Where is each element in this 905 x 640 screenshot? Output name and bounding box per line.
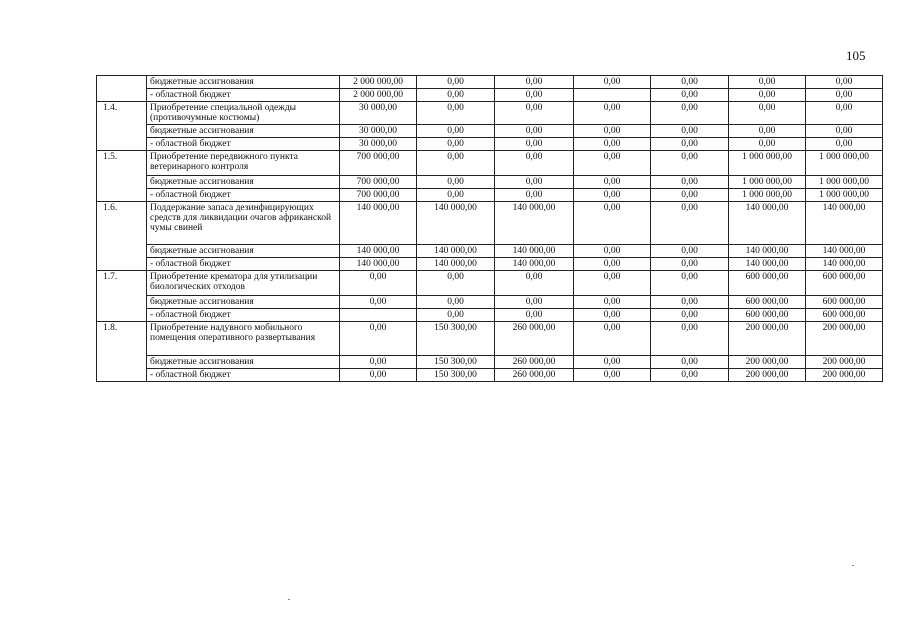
value-cell: 0,00 <box>574 369 651 382</box>
value-cell: 0,00 <box>574 296 651 309</box>
table-row <box>97 258 883 271</box>
value-cell: 0,00 <box>651 356 729 369</box>
value-cell: 0,00 <box>574 356 651 369</box>
item-name-cell: - областной бюджет <box>147 369 340 382</box>
item-name-cell: бюджетные ассигнования <box>147 125 340 138</box>
value-cell: 0,00 <box>495 76 574 89</box>
value-cell: 0,00 <box>417 125 495 138</box>
value-cell: 600 000,00 <box>729 296 806 309</box>
value-cell: 600 000,00 <box>806 296 883 309</box>
value-cell: 0,00 <box>340 356 417 369</box>
table-row <box>97 245 883 258</box>
value-cell: 1 000 000,00 <box>729 176 806 189</box>
value-cell: 140 000,00 <box>495 202 574 245</box>
value-cell: 0,00 <box>729 138 806 151</box>
value-cell: 30 000,00 <box>340 138 417 151</box>
value-cell: 140 000,00 <box>340 245 417 258</box>
value-cell: 600 000,00 <box>806 309 883 322</box>
item-name-cell: бюджетные ассигнования <box>147 176 340 189</box>
value-cell: 200 000,00 <box>806 369 883 382</box>
table-row <box>97 189 883 202</box>
value-cell: 0,00 <box>651 309 729 322</box>
table-row <box>97 76 883 89</box>
value-cell: 260 000,00 <box>495 356 574 369</box>
value-cell: 0,00 <box>417 102 495 125</box>
value-cell: 700 000,00 <box>340 151 417 176</box>
value-cell: 140 000,00 <box>729 258 806 271</box>
item-name-cell: Приобретение надувного мобильного помещения оперативного развертывания <box>147 322 340 356</box>
item-name-cell: - областной бюджет <box>147 138 340 151</box>
value-cell: 0,00 <box>729 102 806 125</box>
value-cell: 150 300,00 <box>417 322 495 356</box>
value-cell: 140 000,00 <box>806 202 883 245</box>
value-cell: 260 000,00 <box>495 369 574 382</box>
value-cell: 0,00 <box>806 89 883 102</box>
value-cell: 0,00 <box>417 76 495 89</box>
value-cell: 140 000,00 <box>495 258 574 271</box>
value-cell: 200 000,00 <box>729 322 806 356</box>
value-cell: 0,00 <box>574 202 651 245</box>
value-cell: 0,00 <box>806 138 883 151</box>
value-cell: 1 000 000,00 <box>806 151 883 176</box>
item-name-cell: Приобретение передвижного пункта ветеринарного контроля <box>147 151 340 176</box>
value-cell: 150 300,00 <box>417 356 495 369</box>
value-cell: 140 000,00 <box>806 245 883 258</box>
value-cell: 600 000,00 <box>729 309 806 322</box>
table-row <box>97 296 883 309</box>
item-code-cell: 1.8. <box>97 322 147 382</box>
table-row <box>97 151 883 176</box>
value-cell: 0,00 <box>651 296 729 309</box>
value-cell: 0,00 <box>729 76 806 89</box>
value-cell: 0,00 <box>651 369 729 382</box>
table-row <box>97 271 883 296</box>
budget-table <box>96 75 883 382</box>
value-cell: 0,00 <box>417 89 495 102</box>
value-cell: 1 000 000,00 <box>729 151 806 176</box>
value-cell: 0,00 <box>729 89 806 102</box>
value-cell: 200 000,00 <box>806 322 883 356</box>
table-row <box>97 89 883 102</box>
value-cell: 0,00 <box>495 138 574 151</box>
value-cell: 0,00 <box>574 271 651 296</box>
value-cell: 0,00 <box>651 245 729 258</box>
value-cell: 0,00 <box>574 138 651 151</box>
item-name-cell: Приобретение крематора для утилизации биологических отходов <box>147 271 340 296</box>
scan-speck <box>288 599 290 600</box>
value-cell: 0,00 <box>574 125 651 138</box>
value-cell: 0,00 <box>495 89 574 102</box>
value-cell: 2 000 000,00 <box>340 89 417 102</box>
scan-speck <box>852 565 854 566</box>
value-cell: 0,00 <box>574 76 651 89</box>
value-cell: 1 000 000,00 <box>729 189 806 202</box>
value-cell: 30 000,00 <box>340 125 417 138</box>
value-cell: 700 000,00 <box>340 189 417 202</box>
item-name-cell: бюджетные ассигнования <box>147 76 340 89</box>
item-code-cell: 1.5. <box>97 151 147 202</box>
value-cell: 0,00 <box>574 309 651 322</box>
value-cell: 0,00 <box>729 125 806 138</box>
item-name-cell: Поддержание запаса дезинфицирующих средств для ликвидации очагов африканской чумы свиней <box>147 202 340 245</box>
value-cell: 1 000 000,00 <box>806 176 883 189</box>
value-cell: 600 000,00 <box>806 271 883 296</box>
value-cell: 2 000 000,00 <box>340 76 417 89</box>
table-row <box>97 176 883 189</box>
value-cell: 0,00 <box>417 151 495 176</box>
item-code-cell: 1.6. <box>97 202 147 271</box>
value-cell: 0,00 <box>651 271 729 296</box>
value-cell: 0,00 <box>651 125 729 138</box>
value-cell: 200 000,00 <box>729 356 806 369</box>
value-cell <box>574 89 651 102</box>
value-cell: 0,00 <box>340 322 417 356</box>
item-name-cell: бюджетные ассигнования <box>147 296 340 309</box>
value-cell: 0,00 <box>417 296 495 309</box>
table-row <box>97 138 883 151</box>
value-cell: 0,00 <box>495 125 574 138</box>
item-name-cell: - областной бюджет <box>147 89 340 102</box>
value-cell: 0,00 <box>495 309 574 322</box>
item-code-cell <box>97 76 147 102</box>
table-row <box>97 356 883 369</box>
page-number: 105 <box>846 48 866 63</box>
value-cell: 0,00 <box>574 245 651 258</box>
value-cell: 0,00 <box>340 296 417 309</box>
table-row <box>97 202 883 245</box>
value-cell: 0,00 <box>651 189 729 202</box>
value-cell <box>340 309 417 322</box>
value-cell: 140 000,00 <box>340 258 417 271</box>
value-cell: 140 000,00 <box>806 258 883 271</box>
value-cell: 0,00 <box>417 176 495 189</box>
item-code-cell: 1.4. <box>97 102 147 151</box>
value-cell: 0,00 <box>495 102 574 125</box>
value-cell: 150 300,00 <box>417 369 495 382</box>
value-cell: 0,00 <box>574 258 651 271</box>
value-cell: 0,00 <box>417 189 495 202</box>
value-cell: 140 000,00 <box>729 202 806 245</box>
value-cell: 200 000,00 <box>806 356 883 369</box>
table-row <box>97 309 883 322</box>
value-cell: 0,00 <box>806 125 883 138</box>
value-cell: 0,00 <box>495 176 574 189</box>
table-row <box>97 369 883 382</box>
value-cell: 600 000,00 <box>729 271 806 296</box>
value-cell: 0,00 <box>495 151 574 176</box>
value-cell: 0,00 <box>574 189 651 202</box>
value-cell: 0,00 <box>417 138 495 151</box>
value-cell: 0,00 <box>806 76 883 89</box>
value-cell: 0,00 <box>651 258 729 271</box>
value-cell: 0,00 <box>651 102 729 125</box>
item-name-cell: - областной бюджет <box>147 309 340 322</box>
value-cell: 140 000,00 <box>729 245 806 258</box>
value-cell: 0,00 <box>651 176 729 189</box>
value-cell: 0,00 <box>495 296 574 309</box>
value-cell: 0,00 <box>495 189 574 202</box>
item-code-cell: 1.7. <box>97 271 147 322</box>
table-row <box>97 102 883 125</box>
value-cell: 30 000,00 <box>340 102 417 125</box>
item-name-cell: бюджетные ассигнования <box>147 356 340 369</box>
value-cell: 0,00 <box>806 102 883 125</box>
item-name-cell: Приобретение специальной одежды (противочумные костюмы) <box>147 102 340 125</box>
value-cell: 0,00 <box>574 176 651 189</box>
value-cell: 0,00 <box>574 102 651 125</box>
value-cell: 260 000,00 <box>495 322 574 356</box>
item-name-cell: - областной бюджет <box>147 189 340 202</box>
value-cell: 140 000,00 <box>495 245 574 258</box>
value-cell: 0,00 <box>495 271 574 296</box>
value-cell: 700 000,00 <box>340 176 417 189</box>
value-cell: 140 000,00 <box>417 258 495 271</box>
value-cell: 0,00 <box>651 202 729 245</box>
value-cell: 1 000 000,00 <box>806 189 883 202</box>
value-cell: 0,00 <box>651 89 729 102</box>
value-cell: 0,00 <box>651 151 729 176</box>
value-cell: 0,00 <box>417 309 495 322</box>
value-cell: 140 000,00 <box>417 245 495 258</box>
value-cell: 200 000,00 <box>729 369 806 382</box>
item-name-cell: - областной бюджет <box>147 258 340 271</box>
value-cell: 0,00 <box>574 151 651 176</box>
value-cell: 140 000,00 <box>340 202 417 245</box>
item-name-cell: бюджетные ассигнования <box>147 245 340 258</box>
value-cell: 0,00 <box>340 271 417 296</box>
value-cell: 0,00 <box>417 271 495 296</box>
value-cell: 140 000,00 <box>417 202 495 245</box>
table-row <box>97 322 883 356</box>
table-row <box>97 125 883 138</box>
value-cell: 0,00 <box>651 76 729 89</box>
value-cell: 0,00 <box>651 322 729 356</box>
value-cell: 0,00 <box>574 322 651 356</box>
value-cell: 0,00 <box>651 138 729 151</box>
value-cell: 0,00 <box>340 369 417 382</box>
